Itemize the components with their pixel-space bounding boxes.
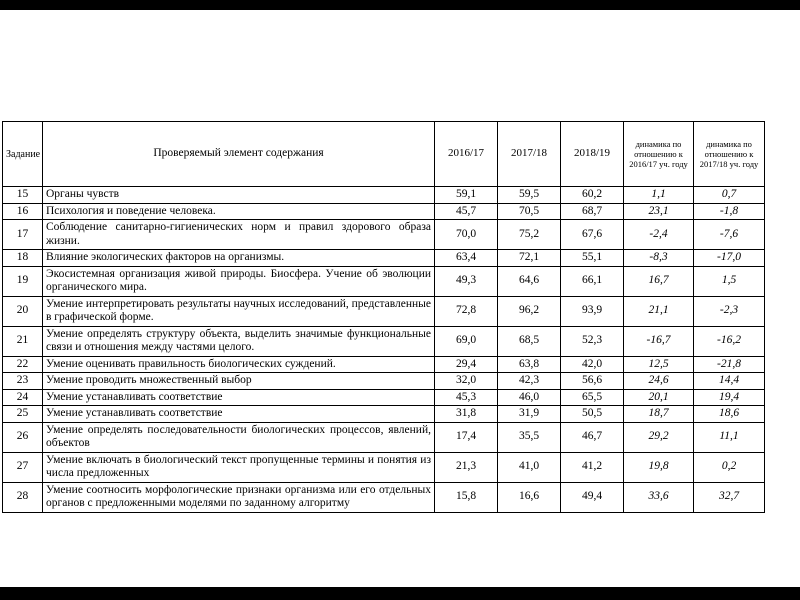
table-body: [3, 187, 765, 513]
table-row: [3, 250, 765, 267]
cell-content-element: Соблюдение санитарно-гигиенических норм и правил здорового образа жизни.: [43, 220, 435, 250]
cell-dynamic-vs-2017-18: -7,6: [694, 220, 765, 250]
top-black-bar: [0, 0, 800, 10]
header-year-2018-19: 2018/19: [561, 122, 624, 187]
cell-2018-19: 65,5: [561, 389, 624, 406]
table-row: [3, 406, 765, 423]
cell-dynamic-vs-2016-17: 23,1: [624, 203, 694, 220]
table-row: [3, 389, 765, 406]
table-row: [3, 373, 765, 390]
cell-task-number: 16: [3, 203, 43, 220]
cell-2016-17: 45,7: [435, 203, 498, 220]
results-table: [2, 121, 765, 513]
cell-dynamic-vs-2016-17: 21,1: [624, 296, 694, 326]
cell-content-element: Умение определять структуру объекта, выделить значимые функциональные связи и отношения между частями целого.: [43, 326, 435, 356]
cell-2016-17: 29,4: [435, 356, 498, 373]
cell-dynamic-vs-2017-18: 32,7: [694, 482, 765, 512]
cell-task-number: 20: [3, 296, 43, 326]
cell-2018-19: 49,4: [561, 482, 624, 512]
table-row: [3, 296, 765, 326]
header-task: Задание: [3, 122, 43, 187]
cell-2017-18: 96,2: [498, 296, 561, 326]
table-row: [3, 326, 765, 356]
cell-dynamic-vs-2016-17: 24,6: [624, 373, 694, 390]
cell-task-number: 15: [3, 187, 43, 204]
header-content-element: Проверяемый элемент содержания: [43, 122, 435, 187]
cell-2016-17: 32,0: [435, 373, 498, 390]
cell-dynamic-vs-2017-18: -16,2: [694, 326, 765, 356]
cell-2018-19: 60,2: [561, 187, 624, 204]
cell-dynamic-vs-2016-17: 1,1: [624, 187, 694, 204]
cell-task-number: 24: [3, 389, 43, 406]
cell-2018-19: 93,9: [561, 296, 624, 326]
cell-task-number: 22: [3, 356, 43, 373]
cell-2018-19: 52,3: [561, 326, 624, 356]
table-row: [3, 356, 765, 373]
cell-dynamic-vs-2016-17: -8,3: [624, 250, 694, 267]
cell-dynamic-vs-2017-18: -1,8: [694, 203, 765, 220]
cell-dynamic-vs-2016-17: 29,2: [624, 422, 694, 452]
bottom-black-bar: [0, 587, 800, 600]
cell-2017-18: 72,1: [498, 250, 561, 267]
cell-2017-18: 59,5: [498, 187, 561, 204]
cell-2017-18: 46,0: [498, 389, 561, 406]
cell-dynamic-vs-2017-18: 0,2: [694, 452, 765, 482]
cell-2016-17: 59,1: [435, 187, 498, 204]
cell-dynamic-vs-2016-17: 33,6: [624, 482, 694, 512]
cell-2018-19: 46,7: [561, 422, 624, 452]
header-dynamic-vs-2016-17: динамика по отношению к 2016/17 уч. году: [624, 122, 694, 187]
cell-content-element: Влияние экологических факторов на организмы.: [43, 250, 435, 267]
cell-2017-18: 68,5: [498, 326, 561, 356]
cell-dynamic-vs-2016-17: -16,7: [624, 326, 694, 356]
header-year-2016-17: 2016/17: [435, 122, 498, 187]
cell-task-number: 21: [3, 326, 43, 356]
cell-2016-17: 63,4: [435, 250, 498, 267]
cell-content-element: Умение определять последовательности биологических процессов, явлений, объектов: [43, 422, 435, 452]
cell-content-element: Умение устанавливать соответствие: [43, 389, 435, 406]
header-dynamic-vs-2017-18: динамика по отношению к 2017/18 уч. году: [694, 122, 765, 187]
cell-dynamic-vs-2017-18: 18,6: [694, 406, 765, 423]
cell-content-element: Умение интерпретировать результаты научных исследований, представленные в графической форме.: [43, 296, 435, 326]
table-row: [3, 452, 765, 482]
cell-content-element: Умение включать в биологический текст пропущенные термины и понятия из числа предложенных: [43, 452, 435, 482]
cell-dynamic-vs-2016-17: -2,4: [624, 220, 694, 250]
cell-2016-17: 21,3: [435, 452, 498, 482]
cell-2016-17: 69,0: [435, 326, 498, 356]
cell-2018-19: 41,2: [561, 452, 624, 482]
cell-dynamic-vs-2017-18: -2,3: [694, 296, 765, 326]
cell-content-element: Умение оценивать правильность биологических суждений.: [43, 356, 435, 373]
cell-dynamic-vs-2016-17: 16,7: [624, 266, 694, 296]
cell-2016-17: 31,8: [435, 406, 498, 423]
cell-2017-18: 42,3: [498, 373, 561, 390]
cell-content-element: Умение проводить множественный выбор: [43, 373, 435, 390]
cell-2018-19: 55,1: [561, 250, 624, 267]
cell-2016-17: 72,8: [435, 296, 498, 326]
cell-2017-18: 31,9: [498, 406, 561, 423]
cell-task-number: 27: [3, 452, 43, 482]
cell-2018-19: 50,5: [561, 406, 624, 423]
cell-dynamic-vs-2017-18: 0,7: [694, 187, 765, 204]
cell-content-element: Умение соотносить морфологические признаки организма или его отдельных органов с предложенными моделями по заданному алгоритму: [43, 482, 435, 512]
cell-2017-18: 16,6: [498, 482, 561, 512]
cell-2016-17: 45,3: [435, 389, 498, 406]
header-row: [3, 122, 765, 187]
table-row: [3, 187, 765, 204]
cell-2017-18: 70,5: [498, 203, 561, 220]
cell-2016-17: 49,3: [435, 266, 498, 296]
results-table-wrap: [2, 121, 764, 513]
cell-2016-17: 15,8: [435, 482, 498, 512]
header-year-2017-18: 2017/18: [498, 122, 561, 187]
cell-content-element: Психология и поведение человека.: [43, 203, 435, 220]
cell-task-number: 25: [3, 406, 43, 423]
cell-task-number: 19: [3, 266, 43, 296]
cell-task-number: 28: [3, 482, 43, 512]
cell-2018-19: 67,6: [561, 220, 624, 250]
table-row: [3, 422, 765, 452]
cell-dynamic-vs-2017-18: 11,1: [694, 422, 765, 452]
cell-2018-19: 42,0: [561, 356, 624, 373]
cell-2017-18: 64,6: [498, 266, 561, 296]
cell-2017-18: 35,5: [498, 422, 561, 452]
table-row: [3, 203, 765, 220]
cell-2018-19: 56,6: [561, 373, 624, 390]
cell-dynamic-vs-2016-17: 20,1: [624, 389, 694, 406]
cell-content-element: Экосистемная организация живой природы. Биосфера. Учение об эволюции органического мира.: [43, 266, 435, 296]
cell-2016-17: 17,4: [435, 422, 498, 452]
cell-dynamic-vs-2017-18: -21,8: [694, 356, 765, 373]
cell-dynamic-vs-2017-18: 1,5: [694, 266, 765, 296]
cell-2016-17: 70,0: [435, 220, 498, 250]
cell-task-number: 18: [3, 250, 43, 267]
cell-dynamic-vs-2016-17: 18,7: [624, 406, 694, 423]
cell-dynamic-vs-2016-17: 12,5: [624, 356, 694, 373]
cell-dynamic-vs-2017-18: 14,4: [694, 373, 765, 390]
cell-dynamic-vs-2017-18: -17,0: [694, 250, 765, 267]
cell-2017-18: 41,0: [498, 452, 561, 482]
cell-dynamic-vs-2016-17: 19,8: [624, 452, 694, 482]
cell-2018-19: 66,1: [561, 266, 624, 296]
cell-task-number: 17: [3, 220, 43, 250]
cell-task-number: 23: [3, 373, 43, 390]
cell-dynamic-vs-2017-18: 19,4: [694, 389, 765, 406]
table-row: [3, 266, 765, 296]
table-row: [3, 482, 765, 512]
cell-2017-18: 63,8: [498, 356, 561, 373]
cell-content-element: Умение устанавливать соответствие: [43, 406, 435, 423]
cell-content-element: Органы чувств: [43, 187, 435, 204]
cell-task-number: 26: [3, 422, 43, 452]
table-row: [3, 220, 765, 250]
cell-2017-18: 75,2: [498, 220, 561, 250]
cell-2018-19: 68,7: [561, 203, 624, 220]
